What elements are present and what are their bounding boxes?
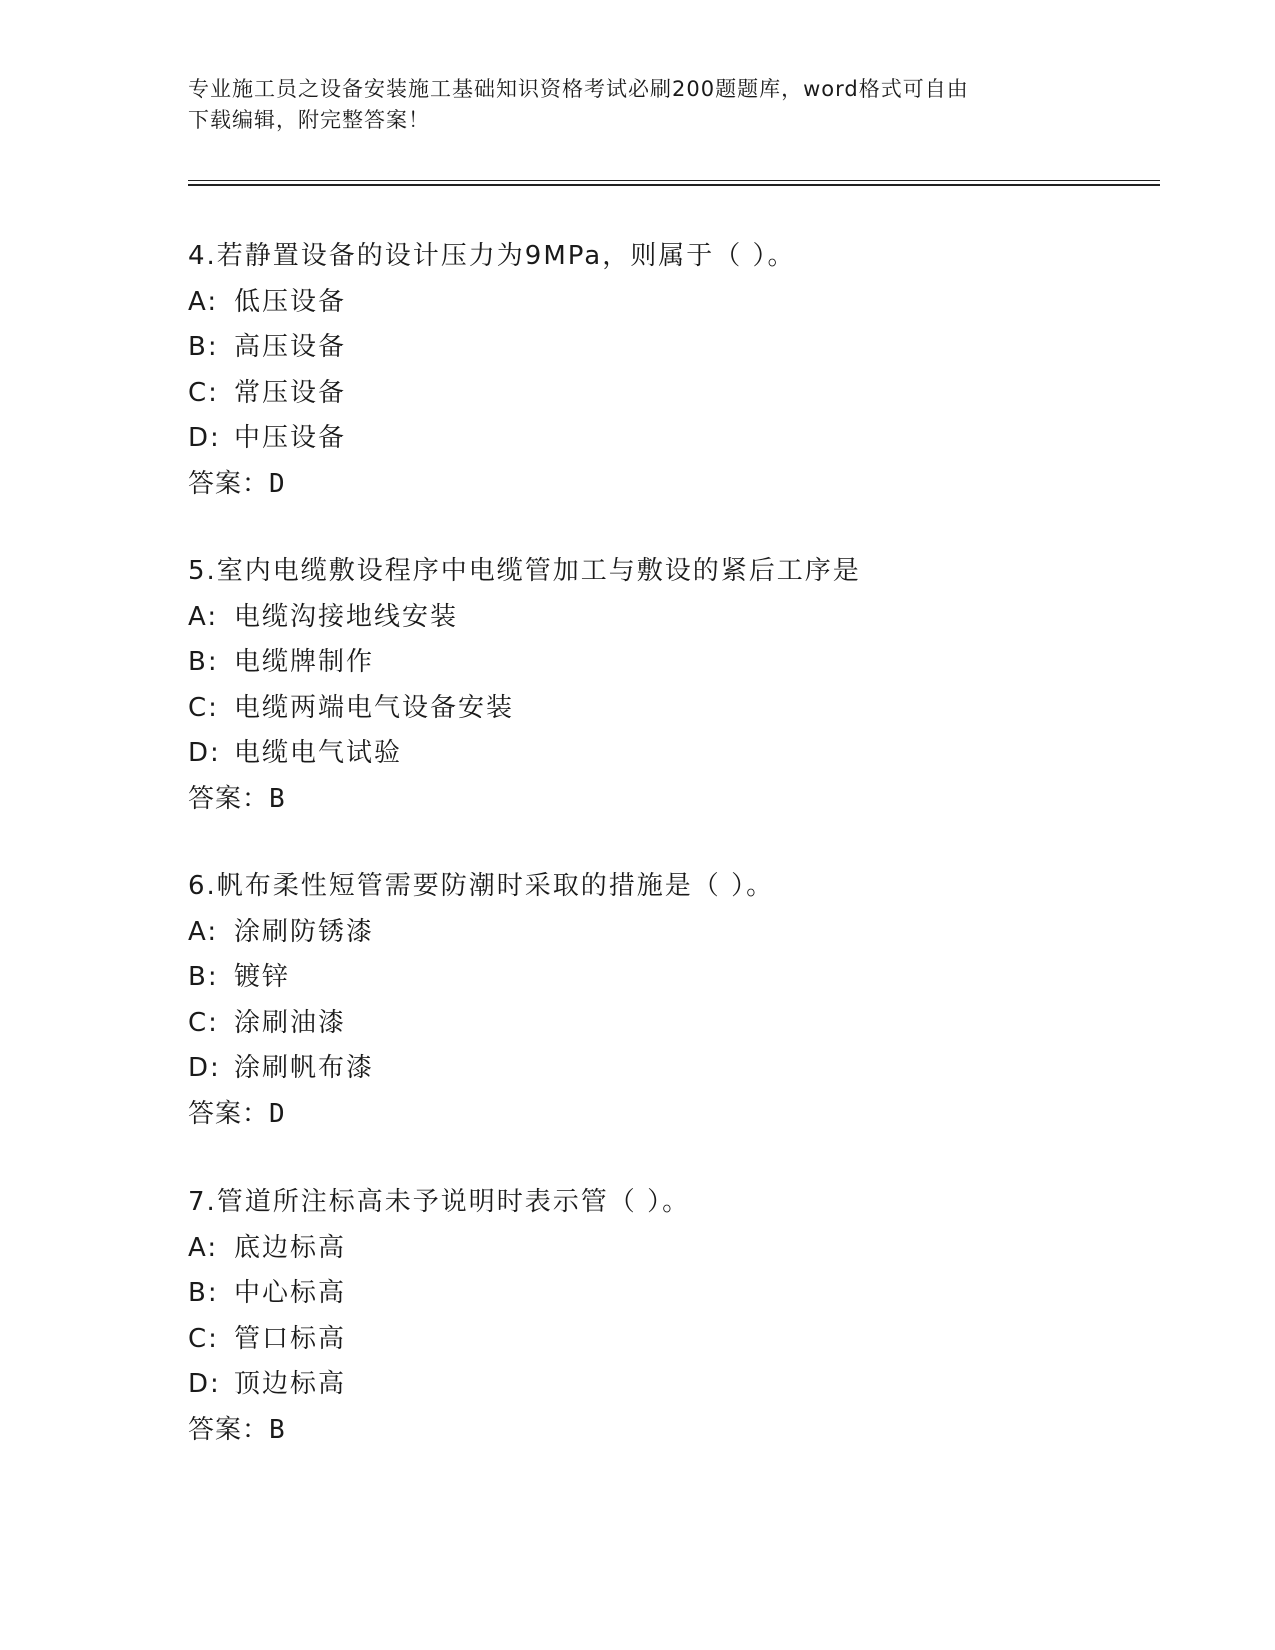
question-stem: 4.若静置设备的设计压力为9MPa，则属于（ ）。 <box>188 241 796 271</box>
option-a <box>188 280 1188 326</box>
option-text: 电缆两端电气设备安装 <box>234 692 515 723</box>
option-letter: B: <box>188 1278 219 1308</box>
answer-value: D <box>269 1098 286 1129</box>
option-c <box>188 1001 1188 1047</box>
option-a <box>188 910 1188 956</box>
option-letter: B: <box>188 647 219 677</box>
option-text: 常压设备 <box>234 377 347 408</box>
option-letter: D: <box>188 1369 221 1399</box>
option-text: 顶边标高 <box>234 1369 347 1399</box>
option-letter: C: <box>188 1007 219 1038</box>
option-text: 电缆沟接地线安装 <box>234 601 459 632</box>
header-line-1: 专业施工员之设备安装施工基础知识资格考试必刷200题题库，word格式可自由 <box>188 77 969 101</box>
document-header <box>188 74 1088 136</box>
option-d <box>188 1362 1188 1408</box>
option-text: 中压设备 <box>234 423 347 453</box>
answer-label: 答案： <box>188 783 270 814</box>
option-text: 涂刷油漆 <box>234 1007 347 1038</box>
option-letter: B: <box>188 962 219 992</box>
option-text: 电缆电气试验 <box>234 738 403 768</box>
option-text: 涂刷帆布漆 <box>234 1053 375 1083</box>
option-d <box>188 731 1188 777</box>
answer-value: D <box>269 468 286 499</box>
question-stem: 5.室内电缆敷设程序中电缆管加工与敷设的紧后工序是 <box>188 556 861 586</box>
question-block-7 <box>188 1180 1188 1453</box>
option-letter: C: <box>188 692 219 723</box>
answer-line <box>188 1092 1188 1138</box>
option-b <box>188 640 1188 686</box>
question-block-5 <box>188 549 1188 822</box>
option-letter: C: <box>188 377 219 408</box>
option-text: 镀锌 <box>234 962 291 992</box>
option-a <box>188 1226 1188 1272</box>
question-block-6 <box>188 864 1188 1137</box>
header-divider-thick <box>188 184 1160 186</box>
option-text: 中心标高 <box>234 1278 347 1308</box>
option-letter: B: <box>188 332 219 362</box>
option-letter: A: <box>188 916 219 947</box>
question-stem: 6.帆布柔性短管需要防潮时采取的措施是（ ）。 <box>188 871 775 901</box>
answer-label: 答案： <box>188 1098 270 1129</box>
option-c <box>188 1317 1188 1363</box>
option-letter: D: <box>188 1053 221 1083</box>
option-b <box>188 325 1188 371</box>
option-letter: D: <box>188 738 221 768</box>
header-divider-thin <box>188 180 1160 181</box>
option-letter: C: <box>188 1323 219 1354</box>
question-stem: 7.管道所注标高未予说明时表示管（ ）。 <box>188 1187 691 1217</box>
option-text: 电缆牌制作 <box>234 647 375 677</box>
option-text: 管口标高 <box>234 1323 347 1354</box>
option-d <box>188 416 1188 462</box>
option-text: 高压设备 <box>234 332 347 362</box>
answer-label: 答案： <box>188 1414 270 1445</box>
option-text: 底边标高 <box>234 1232 347 1263</box>
option-d <box>188 1046 1188 1092</box>
option-letter: D: <box>188 423 221 453</box>
option-c <box>188 686 1188 732</box>
question-block-4 <box>188 234 1188 507</box>
option-letter: A: <box>188 601 219 632</box>
option-letter: A: <box>188 286 219 317</box>
header-line-2: 下载编辑，附完整答案！ <box>188 108 430 132</box>
option-b <box>188 955 1188 1001</box>
answer-value: B <box>269 1414 286 1445</box>
option-text: 涂刷防锈漆 <box>234 916 375 947</box>
option-b <box>188 1271 1188 1317</box>
answer-line <box>188 1408 1188 1454</box>
option-a <box>188 595 1188 641</box>
option-c <box>188 371 1188 417</box>
answer-value: B <box>269 783 286 814</box>
answer-line <box>188 462 1188 508</box>
option-letter: A: <box>188 1232 219 1263</box>
answer-label: 答案： <box>188 468 270 499</box>
answer-line <box>188 777 1188 823</box>
option-text: 低压设备 <box>234 286 347 317</box>
